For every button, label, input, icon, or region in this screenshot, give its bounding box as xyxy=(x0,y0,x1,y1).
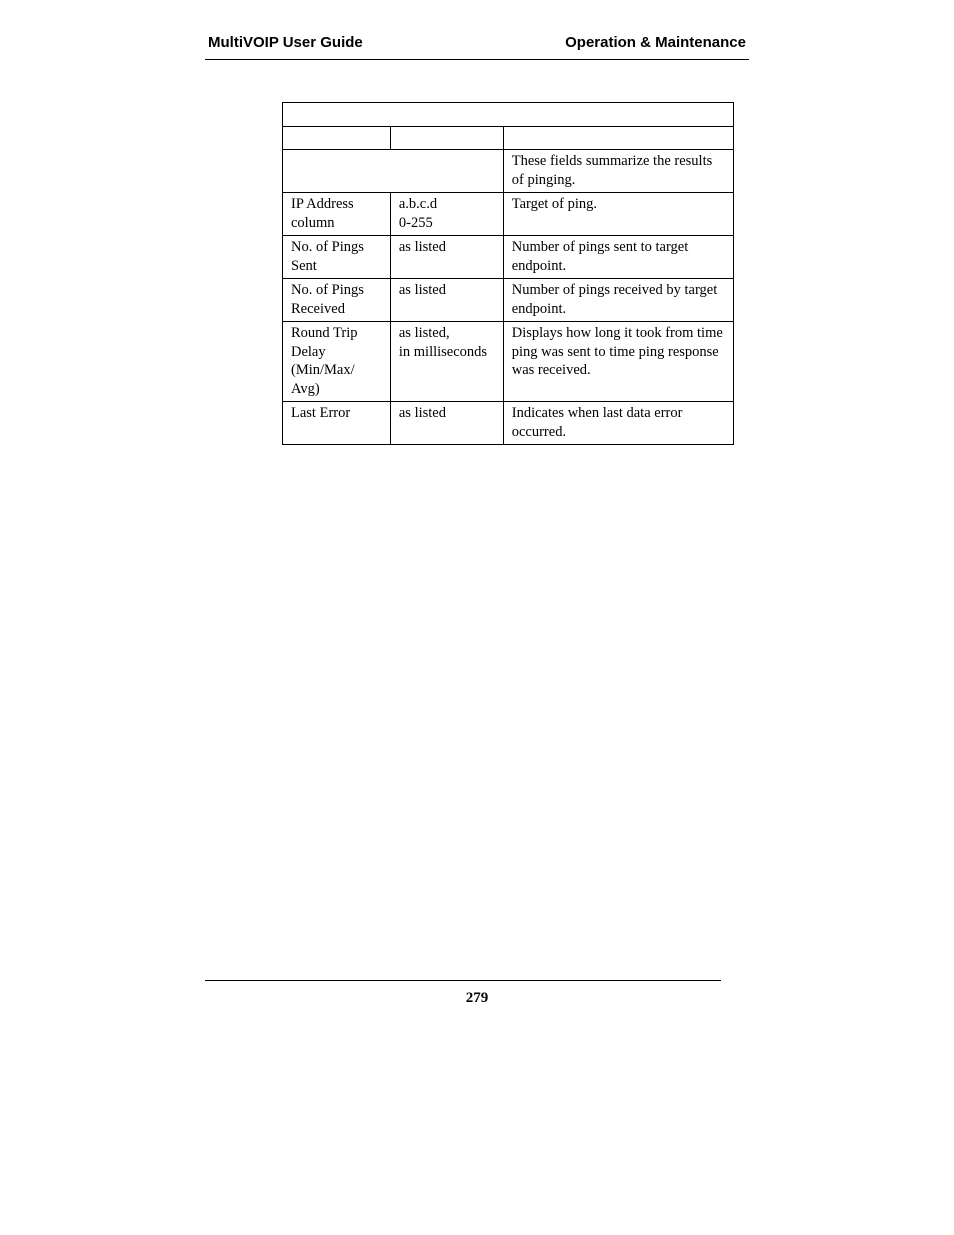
header-document-title: MultiVOIP User Guide xyxy=(208,34,363,51)
field-values-line: as listed, xyxy=(398,325,450,341)
field-name-cell xyxy=(283,402,391,445)
field-name-line: No. of Pings xyxy=(291,282,364,298)
field-name-cell xyxy=(283,322,391,402)
field-name-line: No. of Pings xyxy=(291,239,364,255)
field-values-line: in milliseconds xyxy=(398,343,488,360)
header-section-title: Operation & Maintenance xyxy=(565,34,746,51)
field-name-line: (Min/Max/ xyxy=(291,362,355,378)
table-title xyxy=(283,103,734,127)
field-name-line: column xyxy=(291,214,335,231)
field-values-line: a.b.c.d xyxy=(398,196,438,212)
field-values-cell xyxy=(390,402,503,445)
field-name-line: Sent xyxy=(291,257,317,274)
field-values-cell xyxy=(390,193,503,236)
ping-results-table xyxy=(282,102,734,445)
field-values-line: as listed xyxy=(398,405,446,421)
field-values-line: 0-255 xyxy=(398,214,433,231)
table-title-row xyxy=(283,103,734,127)
table-row xyxy=(283,193,734,236)
table-column-header-row xyxy=(283,127,734,150)
summary-blank-cell xyxy=(283,150,504,193)
column-header-description xyxy=(503,127,733,150)
field-description-cell: Displays how long it took from time ping was sent to time ping response was received. xyxy=(503,322,733,402)
field-name-line: Round Trip xyxy=(291,325,358,341)
table-summary-row xyxy=(283,150,734,193)
page-number: 279 xyxy=(465,990,489,1006)
field-name-cell xyxy=(283,279,391,322)
page-header xyxy=(205,32,749,60)
field-values-line: as listed xyxy=(398,282,446,298)
field-values-cell xyxy=(390,279,503,322)
field-name-cell xyxy=(283,193,391,236)
summary-description: These fields summarize the results of pinging. xyxy=(503,150,733,193)
column-header-field xyxy=(283,127,391,150)
field-name-line: Received xyxy=(291,300,345,317)
table-row xyxy=(283,322,734,402)
field-values-line: as listed xyxy=(398,239,446,255)
field-name-line: Delay xyxy=(291,343,326,360)
field-name-line: Avg) xyxy=(291,380,320,397)
field-description-cell: Indicates when last data error occurred. xyxy=(503,402,733,445)
table-row xyxy=(283,279,734,322)
field-description-cell: Number of pings received by target endpoint. xyxy=(503,279,733,322)
field-values-cell xyxy=(390,236,503,279)
field-description-cell: Number of pings sent to target endpoint. xyxy=(503,236,733,279)
field-values-cell xyxy=(390,322,503,402)
field-name-line: Last Error xyxy=(291,405,351,421)
footer-rule xyxy=(205,980,721,981)
field-description-cell: Target of ping. xyxy=(503,193,733,236)
field-name-line: IP Address xyxy=(291,196,354,212)
table-row xyxy=(283,402,734,445)
table-row xyxy=(283,236,734,279)
field-name-cell xyxy=(283,236,391,279)
column-header-values xyxy=(390,127,503,150)
